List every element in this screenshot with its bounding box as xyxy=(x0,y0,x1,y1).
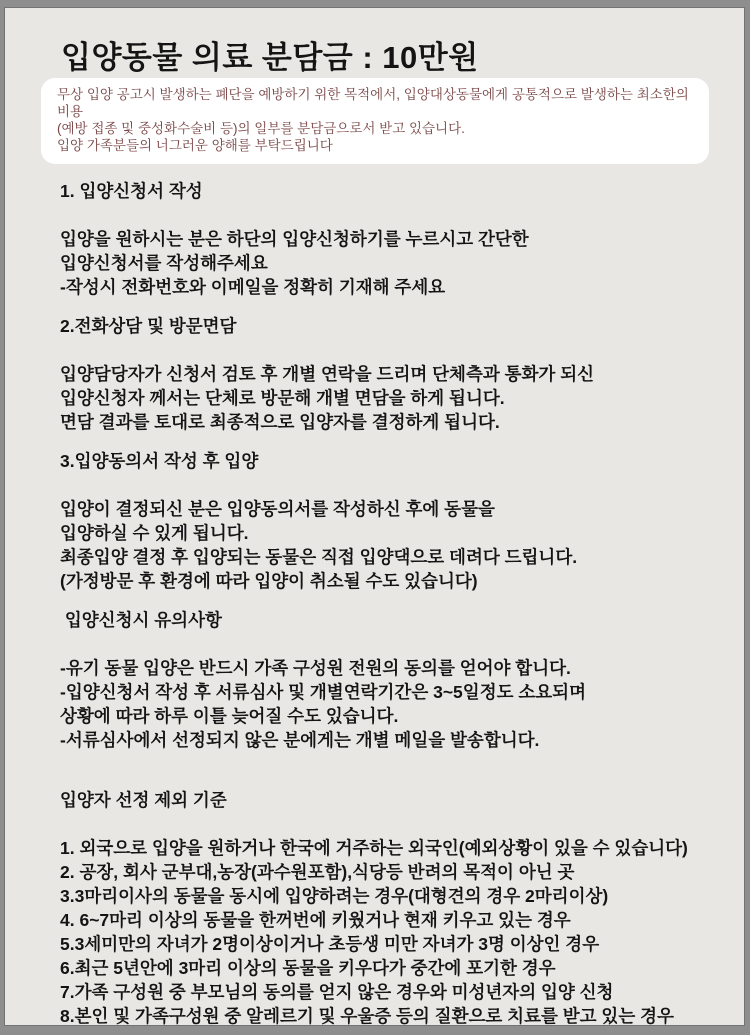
text-line: 최종입양 결정 후 입양되는 동물은 직접 입양댁으로 데려다 드립니다. xyxy=(60,547,578,567)
section-4-application-cautions xyxy=(60,608,714,752)
text-line: 7.가족 구성원 중 부모님의 동의를 얻지 않은 경우와 미성년자의 입양 신청 xyxy=(60,982,614,1002)
section-paragraph xyxy=(60,836,714,1028)
text-line: -입양신청서 작성 후 서류심사 및 개별연락기간은 3~5일정도 소요되며 xyxy=(60,682,586,702)
section-2-phone-visit-interview xyxy=(60,314,714,434)
document-body xyxy=(60,179,714,1028)
text-line: 입양이 결정되신 분은 입양동의서를 작성하신 후에 동물을 xyxy=(60,499,495,519)
text-line: (가정방문 후 환경에 따라 입양이 취소될 수도 있습니다) xyxy=(60,571,478,591)
text-line: 1. 외국으로 입양을 원하거나 한국에 거주하는 외국인(예외상황이 있을 수 있습니다) xyxy=(60,838,688,858)
section-1-application-form xyxy=(60,179,714,299)
text-line: -서류심사에서 선정되지 않은 분에게는 개별 메일을 발송합니다. xyxy=(60,730,540,750)
text-line: 면담 결과를 토대로 최종적으로 입양자를 결정하게 됩니다. xyxy=(60,412,500,432)
fee-notice-box xyxy=(41,78,709,164)
text-line: 상황에 따라 하루 이틀 늦어질 수도 있습니다. xyxy=(60,706,399,726)
text-line: 입양신청서를 작성해주세요 xyxy=(60,253,268,273)
text-line: 입양담당자가 신청서 검토 후 개별 연락을 드리며 단체측과 통화가 되신 xyxy=(60,364,595,384)
notice-line: (예방 접종 및 중성화수술비 등)의 일부를 분담금으로서 받고 있습니다. xyxy=(57,121,465,136)
section-paragraph xyxy=(60,227,714,299)
section-heading: 3.입양동의서 작성 후 입양 xyxy=(60,451,259,471)
notice-line: 입양 가족분들의 너그러운 양해를 부탁드립니다 xyxy=(57,138,333,153)
text-line: 4. 6~7마리 이상의 동물을 한꺼번에 키웠거나 현재 키우고 있는 경우 xyxy=(60,910,571,930)
text-line: 입양하실 수 있게 됩니다. xyxy=(60,523,249,543)
notice-line: 무상 입양 공고시 발생하는 폐단을 예방하기 위한 목적에서, 입양대상동물에게 공통적으로 발생하는 최소한의 비용 xyxy=(57,87,693,119)
text-line: -유기 동물 입양은 반드시 가족 구성원 전원의 동의를 얻어야 합니다. xyxy=(60,658,571,678)
text-line: -작성시 전화번호와 이메일을 정확히 기재해 주세요 xyxy=(60,277,446,297)
text-line: 5.3세미만의 자녀가 2명이상이거나 초등생 미만 자녀가 3명 이상인 경우 xyxy=(60,934,600,954)
text-line: 3.3마리이사의 동물을 동시에 입양하려는 경우(대형견의 경우 2마리이상) xyxy=(60,886,609,906)
section-5-exclusion-criteria xyxy=(60,788,714,1028)
text-line: 8.본인 및 가족구성원 중 알레르기 및 우울증 등의 질환으로 치료를 받고 있는 경우 xyxy=(60,1006,674,1026)
section-paragraph xyxy=(60,497,714,593)
adoption-notice-document xyxy=(4,7,745,1026)
section-heading: 1. 입양신청서 작성 xyxy=(60,181,203,201)
section-heading: 입양자 선정 제외 기준 xyxy=(60,790,227,810)
section-paragraph xyxy=(60,362,714,434)
page-title: 입양동물 의료 분담금 : 10만원 xyxy=(61,40,479,75)
section-3-consent-and-adoption xyxy=(60,449,714,593)
text-line: 입양신청자 께서는 단체로 방문해 개별 면담을 하게 됩니다. xyxy=(60,388,505,408)
section-heading: 입양신청시 유의사항 xyxy=(60,610,222,630)
text-line: 2. 공장, 회사 군부대,농장(과수원포함),식당등 반려의 목적이 아닌 곳 xyxy=(60,862,575,882)
text-line: 입양을 원하시는 분은 하단의 입양신청하기를 누르시고 간단한 xyxy=(60,229,529,249)
section-paragraph xyxy=(60,656,714,752)
section-heading: 2.전화상담 및 방문면담 xyxy=(60,316,237,336)
text-line: 6.최근 5년안에 3마리 이상의 동물을 키우다가 중간에 포기한 경우 xyxy=(60,958,556,978)
